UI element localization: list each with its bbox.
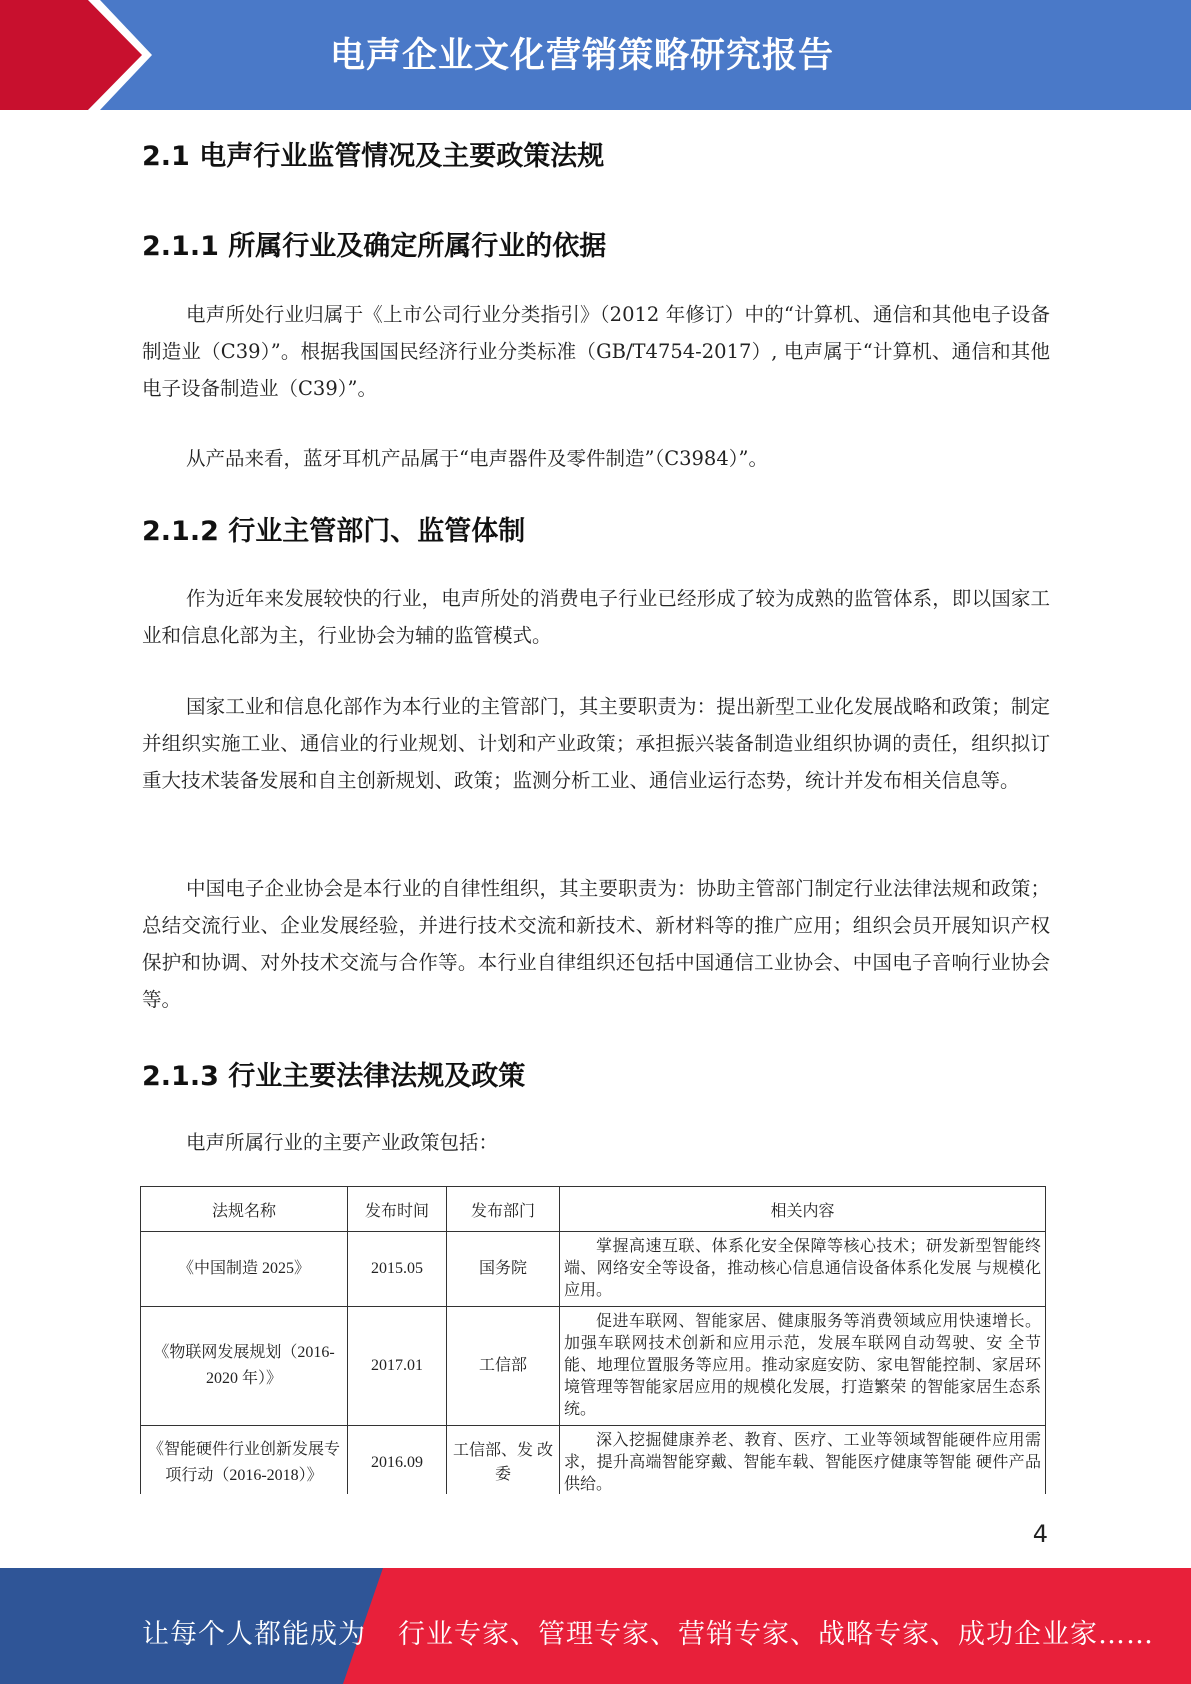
paragraph-product-classification: 从产品来看，蓝牙耳机产品属于“电声器件及零件制造”（C3984）”。 bbox=[186, 447, 768, 470]
publish-date: 2017.01 bbox=[348, 1307, 447, 1426]
regulation-name: 《中国制造 2025》 bbox=[141, 1232, 348, 1307]
column-header-name: 法规名称 bbox=[141, 1187, 348, 1232]
page-number: 4 bbox=[1032, 1520, 1048, 1548]
related-content: 深入挖掘健康养老、教育、医疗、工业等领域智能硬件应用需求，提升高端智能穿戴、智能车载、智能医疗健康等智能 硬件产品供给。 bbox=[560, 1426, 1046, 1495]
regulation-name: 《智能硬件行业创新发展专项行动（2016-2018）》 bbox=[141, 1426, 348, 1495]
policy-table-container bbox=[140, 1186, 1052, 1494]
section-heading-2-1-2: 2.1.2 行业主管部门、监管体制 bbox=[142, 516, 526, 547]
page-footer bbox=[0, 1568, 1191, 1684]
table-header-row bbox=[141, 1187, 1046, 1232]
paragraph-policy-intro: 电声所属行业的主要产业政策包括： bbox=[186, 1131, 499, 1154]
related-content: 促进车联网、智能家居、健康服务等消费领域应用快速增长。 加强车联网技术创新和应用示范，发展车联网自动驾驶、安 全节能、地理位置服务等应用。推动家庭安防、家电智能控制、家居环境管理等智能家居应用的规模化发展，打造繁荣 的智能家居生态系统。 bbox=[560, 1307, 1046, 1426]
section-heading-2-1-1: 2.1.1 所属行业及确定所属行业的依据 bbox=[142, 231, 607, 262]
paragraph-association-duties: 中国电子企业协会是本行业的自律性组织，其主要职责为：协助主管部门制定行业法律法规和政策；总结交流行业、企业发展经验，并进行技术交流和新技术、新材料等的推广应用；组织会员开展知识产权保护和协调、对外技术交流与合作等。本行业自律组织还包括中国通信工业协会、中国电子音响行业协会等。 bbox=[142, 877, 1050, 1011]
section-heading-2-1-3: 2.1.3 行业主要法律法规及政策 bbox=[142, 1061, 526, 1092]
publish-date: 2016.09 bbox=[348, 1426, 447, 1495]
footer-slogan-left: 让每个人都能成为 bbox=[142, 1619, 366, 1650]
policy-table bbox=[140, 1186, 1046, 1494]
column-header-dept: 发布部门 bbox=[447, 1187, 560, 1232]
paragraph-miit-duties: 国家工业和信息化部作为本行业的主管部门，其主要职责为：提出新型工业化发展战略和政策；制定并组织实施工业、通信业的行业规划、计划和产业政策；承担振兴装备制造业组织协调的责任，组织拟订重大技术装备发展和自主创新规划、政策；监测分析工业、通信业运行态势，统计并发布相关信息等。 bbox=[142, 695, 1050, 792]
table-row bbox=[141, 1232, 1046, 1307]
publish-department: 工信部 bbox=[447, 1307, 560, 1426]
table-row bbox=[141, 1307, 1046, 1426]
column-header-date: 发布时间 bbox=[348, 1187, 447, 1232]
paragraph-regulatory-system: 作为近年来发展较快的行业，电声所处的消费电子行业已经形成了较为成熟的监管体系，即以国家工业和信息化部为主，行业协会为辅的监管模式。 bbox=[142, 587, 1050, 647]
page-header bbox=[0, 0, 1191, 110]
section-heading-2-1: 2.1 电声行业监管情况及主要政策法规 bbox=[142, 141, 605, 172]
footer-slogan-right: 行业专家、管理专家、营销专家、战略专家、成功企业家…… bbox=[398, 1619, 1154, 1650]
publish-department: 工信部、发 改委 bbox=[447, 1426, 560, 1495]
report-title: 电声企业文化营销策略研究报告 bbox=[330, 36, 835, 76]
table-row bbox=[141, 1426, 1046, 1495]
column-header-content: 相关内容 bbox=[560, 1187, 1046, 1232]
related-content: 掌握高速互联、体系化安全保障等核心技术；研发新型智能终端、网络安全等设备，推动核心信息通信设备体系化发展 与规模化应用。 bbox=[560, 1232, 1046, 1307]
publish-date: 2015.05 bbox=[348, 1232, 447, 1307]
publish-department: 国务院 bbox=[447, 1232, 560, 1307]
regulation-name: 《物联网发展规划（2016-2020 年）》 bbox=[141, 1307, 348, 1426]
paragraph-industry-classification: 电声所处行业归属于《上市公司行业分类指引》（2012 年修订）中的“计算机、通信和其他电子设备制造业（C39）”。根据我国国民经济行业分类标准（GB/T4754-2017）, 电声属于“计算机、通信和其他电子设备制造业（C39）”。 bbox=[142, 303, 1050, 400]
